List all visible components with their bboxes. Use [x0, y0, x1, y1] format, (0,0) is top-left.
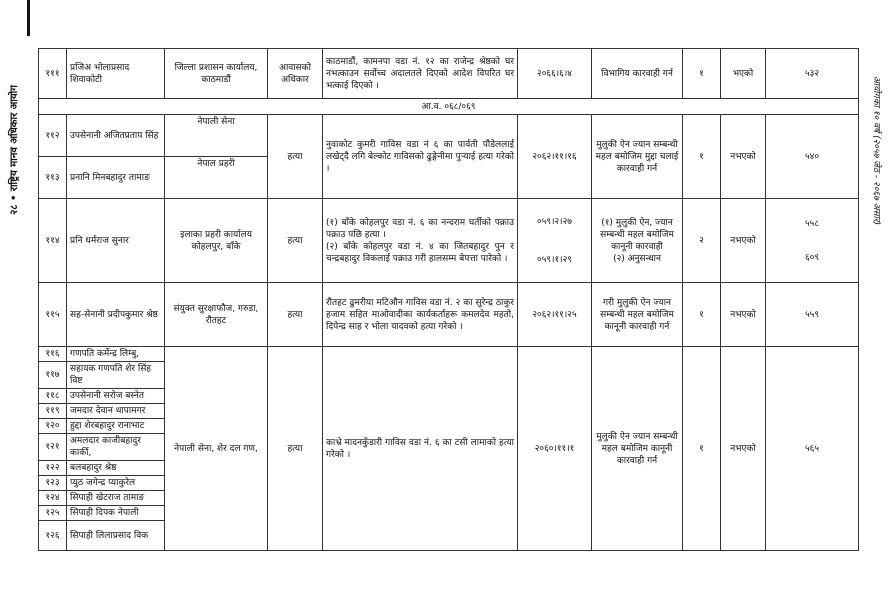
decision-date: २०६०।११।१: [518, 347, 592, 551]
serial-number: ११८: [39, 389, 67, 404]
serial-number: १२१: [39, 434, 67, 461]
file-number: ५४०: [766, 115, 859, 199]
serial-number: ११२: [39, 115, 67, 157]
serial-number: १२६: [39, 521, 67, 551]
serial-number: ११४: [39, 199, 67, 283]
incident-description: काठमाडौं, कामनपा वडा नं. १२ का राजेन्द्र श्रेष्ठको घर नभत्काउन सर्वोच्च अदालतले दिएको आदेश विपरित घर भत्काई दिएको ।: [323, 49, 518, 99]
serial-number: १२३: [39, 476, 67, 491]
file-item: ५५८: [804, 218, 820, 229]
right-violated: हत्या: [268, 347, 323, 551]
serial-number: १२४: [39, 491, 67, 506]
office-name: जिल्ला प्रशासन कार्यालय, काठमाडौं: [165, 49, 268, 99]
recommendation: गरी मुलुकी ऐन ज्यान सम्बन्धी महल बमोजिम कानूनी कारवाही गर्न: [592, 283, 683, 347]
office-name: नेपाली सेना: [165, 115, 268, 157]
table-row: [39, 283, 859, 347]
header-rule: [27, 0, 30, 36]
file-number: ५३२: [766, 49, 859, 99]
left-margin-text: २८ • राष्ट्रिय मानव अधिकार आयोग: [9, 85, 20, 215]
count: १: [683, 49, 721, 99]
official-name: सिपाही दिपक नेपाली: [67, 506, 165, 521]
implementation-status: नभएको: [721, 199, 766, 283]
right-violated: हत्या: [268, 199, 323, 283]
recommendations-table: [38, 48, 859, 551]
table-row: [39, 199, 859, 283]
right-margin-header: [868, 40, 888, 260]
serial-number: ११६: [39, 347, 67, 362]
decision-date: २०६२।११।१६: [518, 115, 592, 199]
date-item: ०५९।१।२९: [537, 254, 572, 265]
official-name: सिपाही खेटराज तामाङ: [67, 491, 165, 506]
count: २: [683, 199, 721, 283]
recommendation-item: (१) मुलुकी ऐन, ज्यान सम्बन्धी महल बमोजिम कानूनी कारवाही: [600, 217, 674, 252]
decision-date: २०६२।११।२५: [518, 283, 592, 347]
implementation-status: नभएको: [721, 283, 766, 347]
incident-description: रौतहट ढुमरीया मटिऔन गाविस वडा नं. २ का सुरेन्द्र ठाकुर हजाम सहित माओवादीका कार्यकर्ताहरू कमलदेव महतो, दिपेन्द्र साह र भोला यादवको हत्या गरेको ।: [323, 283, 518, 347]
file-number: ५५९: [766, 283, 859, 347]
serial-number: १११: [39, 49, 67, 99]
count: १: [683, 347, 721, 551]
fiscal-year-row: [39, 99, 859, 115]
official-name: सिपाही लिलाप्रसाद विक: [67, 521, 165, 551]
official-name: उपसेनानी अजितप्रताप सिंह: [67, 115, 165, 157]
file-number: ५६५: [766, 347, 859, 551]
incident-description: नुवाकोट कुमरी गाविस वडा नं ६ का पार्वती पौडेललाई लखेट्दै लगि बेल्कोट गाविसको ढुङ्गेनीमा पुऱ्याई हत्या गरेको ।: [323, 115, 518, 199]
right-violated: आवासको अधिकार: [268, 49, 323, 99]
office-name: इलाका प्रहरी कार्यालय कोहलपुर, बाँके: [165, 199, 268, 283]
official-name: प्रनानि मिनबहादुर तामाङ: [67, 157, 165, 199]
date-item: ०५९।२।२७: [537, 216, 572, 227]
table-row: [39, 49, 859, 99]
count: १: [683, 115, 721, 199]
recommendation: मुलुकी ऐन ज्यान सम्बन्धी महल बमोजिम कानूनी कारवाही गर्न: [592, 347, 683, 551]
official-name: हुद्दा शेरबहादुर रानाभाट: [67, 419, 165, 434]
official-name: प्रजिअ भोलाप्रसाद शिवाकोटी: [67, 49, 165, 99]
right-violated: हत्या: [268, 283, 323, 347]
right-margin-text: आयोगका १० वर्ष (२०५७ जेठ - २०६७ असार): [871, 75, 882, 225]
office-name: नेपाल प्रहरी: [165, 157, 268, 199]
serial-number: १२२: [39, 461, 67, 476]
official-name: जमदार देवान थापामगर: [67, 404, 165, 419]
office-name: नेपाली सेना, शेर दल गण,: [165, 347, 268, 551]
implementation-status: नभएको: [721, 347, 766, 551]
file-item: ६०९: [804, 252, 820, 263]
table-row: [39, 347, 859, 362]
official-name: प्रनि धर्मराज सुनार: [67, 199, 165, 283]
right-violated: हत्या: [268, 115, 323, 199]
official-name: बलबहादुर श्रेष्ठ: [67, 461, 165, 476]
official-name: प्युठ जगेन्द्र प्याकुरेल: [67, 476, 165, 491]
incident-description: काभ्रे मादनकुँडारी गाविस वडा नं. ६ का टसी लामाको हत्या गरेको ।: [323, 347, 518, 551]
official-name: सहायक गणपति शेर सिंह विष्ट: [67, 362, 165, 389]
recommendation: [592, 199, 683, 283]
decision-date: [518, 199, 592, 283]
official-name: अमलदार काजीबहादुर कार्की,: [67, 434, 165, 461]
serial-number: ११३: [39, 157, 67, 199]
fiscal-year-label: आ.व. ०६८/०६९: [39, 99, 859, 115]
serial-number: ११५: [39, 283, 67, 347]
official-name: उपसेनानी सरोज बस्नेत: [67, 389, 165, 404]
recommendation: मुलुकी ऐन ज्यान सम्बन्धी महल बमोजिम मुद्दा चलाई कारवाही गर्न: [592, 115, 683, 199]
serial-number: १२५: [39, 506, 67, 521]
incident-description: [323, 199, 518, 283]
count: १: [683, 283, 721, 347]
implementation-status: नभएको: [721, 115, 766, 199]
serial-number: ११९: [39, 404, 67, 419]
incident-item: (२) बाँके कोहलपुर वडा नं. ४ का जितबहादुर पुन र चन्द्रबहादुर विकलाई पक्राउ गरी हालसम्म बेपत्ता पारेको ।: [326, 241, 514, 264]
official-name: गणपति कर्मेन्द्र लिम्बु,: [67, 347, 165, 362]
left-margin-header: [2, 40, 24, 260]
recommendation-item: (२) अनुसन्धान: [613, 253, 661, 264]
serial-number: १२०: [39, 419, 67, 434]
table-row: [39, 115, 859, 157]
file-number: [766, 199, 859, 283]
implementation-status: भएको: [721, 49, 766, 99]
incident-item: (१) बाँके कोहलपुर वडा नं. ६ का नन्दराम घर्तीको पक्राउ पक्राउ पछि हत्या ।: [326, 217, 514, 240]
recommendation: विभागिय कारवाही गर्न: [592, 49, 683, 99]
serial-number: ११७: [39, 362, 67, 389]
official-name: सह-सेनानी प्रदीपकुमार श्रेष्ठ: [67, 283, 165, 347]
decision-date: २०६६।६।४: [518, 49, 592, 99]
office-name: संयुक्त सुरक्षाफौज, गरुडा, रौतहट: [165, 283, 268, 347]
